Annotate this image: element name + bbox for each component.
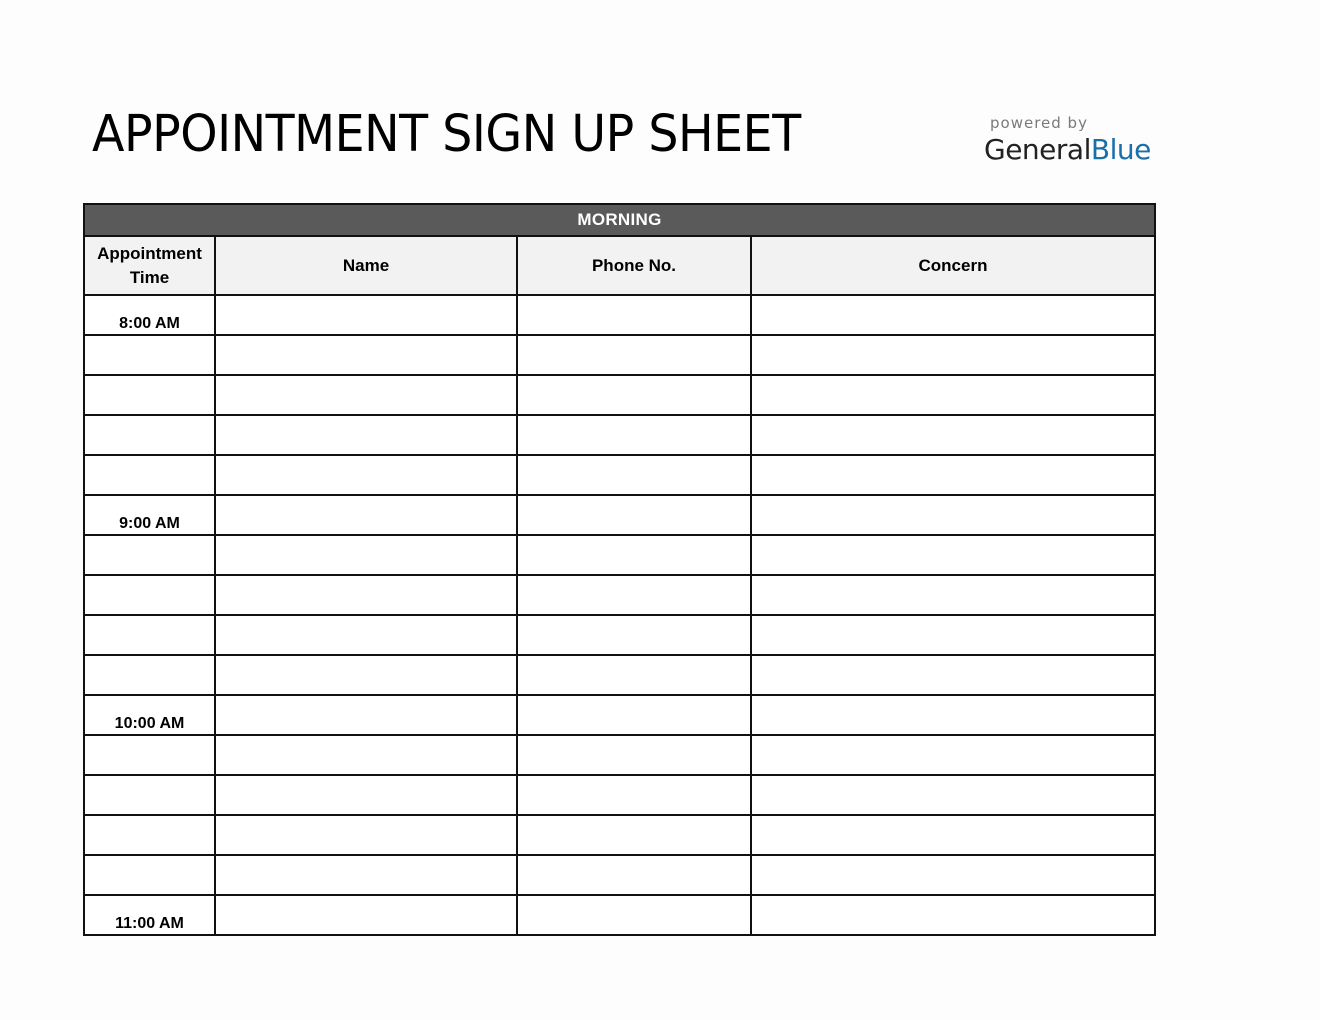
table-row <box>84 815 1155 855</box>
table-row <box>84 775 1155 815</box>
table-row <box>84 335 1155 375</box>
phone-cell[interactable] <box>517 335 751 375</box>
appointment-time-cell <box>84 415 215 455</box>
page-title: APPOINTMENT SIGN UP SHEET <box>92 105 801 164</box>
concern-cell[interactable] <box>751 535 1155 575</box>
appointment-time-cell <box>84 535 215 575</box>
concern-cell[interactable] <box>751 455 1155 495</box>
name-cell[interactable] <box>215 535 517 575</box>
appointment-time-cell: 9:00 AM <box>84 495 215 535</box>
column-header-phone: Phone No. <box>517 236 751 295</box>
brand-name <box>984 134 1154 166</box>
name-cell[interactable] <box>215 855 517 895</box>
appointment-time-cell <box>84 735 215 775</box>
column-header-row <box>84 236 1155 295</box>
name-cell[interactable] <box>215 335 517 375</box>
table-row <box>84 695 1155 735</box>
concern-cell[interactable] <box>751 295 1155 335</box>
brand-general: General <box>984 133 1091 166</box>
concern-cell[interactable] <box>751 735 1155 775</box>
concern-cell[interactable] <box>751 695 1155 735</box>
concern-cell[interactable] <box>751 815 1155 855</box>
concern-cell[interactable] <box>751 655 1155 695</box>
appointment-time-cell <box>84 375 215 415</box>
concern-cell[interactable] <box>751 775 1155 815</box>
name-cell[interactable] <box>215 775 517 815</box>
section-header-morning: MORNING <box>84 204 1155 236</box>
phone-cell[interactable] <box>517 895 751 935</box>
table-row <box>84 455 1155 495</box>
table-row <box>84 495 1155 535</box>
phone-cell[interactable] <box>517 575 751 615</box>
table-row <box>84 655 1155 695</box>
phone-cell[interactable] <box>517 295 751 335</box>
table-row <box>84 375 1155 415</box>
name-cell[interactable] <box>215 695 517 735</box>
table-row <box>84 855 1155 895</box>
appointment-time-cell <box>84 335 215 375</box>
concern-cell[interactable] <box>751 335 1155 375</box>
table-row <box>84 615 1155 655</box>
appointment-time-cell <box>84 655 215 695</box>
table-row <box>84 295 1155 335</box>
name-cell[interactable] <box>215 495 517 535</box>
concern-cell[interactable] <box>751 575 1155 615</box>
name-cell[interactable] <box>215 735 517 775</box>
appointment-time-cell <box>84 815 215 855</box>
appointment-time-cell: 8:00 AM <box>84 295 215 335</box>
table-row <box>84 735 1155 775</box>
table-row <box>84 535 1155 575</box>
table-row <box>84 895 1155 935</box>
name-cell[interactable] <box>215 655 517 695</box>
phone-cell[interactable] <box>517 695 751 735</box>
concern-cell[interactable] <box>751 895 1155 935</box>
name-cell[interactable] <box>215 415 517 455</box>
phone-cell[interactable] <box>517 455 751 495</box>
name-cell[interactable] <box>215 455 517 495</box>
appointment-time-cell <box>84 455 215 495</box>
phone-cell[interactable] <box>517 735 751 775</box>
brand-logo <box>984 112 1154 166</box>
appointment-table <box>83 203 1156 936</box>
name-cell[interactable] <box>215 815 517 855</box>
name-cell[interactable] <box>215 295 517 335</box>
phone-cell[interactable] <box>517 375 751 415</box>
name-cell[interactable] <box>215 575 517 615</box>
appointment-time-cell <box>84 775 215 815</box>
appointment-time-cell: 10:00 AM <box>84 695 215 735</box>
concern-cell[interactable] <box>751 855 1155 895</box>
concern-cell[interactable] <box>751 615 1155 655</box>
concern-cell[interactable] <box>751 495 1155 535</box>
column-header-name: Name <box>215 236 517 295</box>
table-row <box>84 415 1155 455</box>
phone-cell[interactable] <box>517 615 751 655</box>
appointment-time-cell <box>84 615 215 655</box>
column-header-concern: Concern <box>751 236 1155 295</box>
phone-cell[interactable] <box>517 855 751 895</box>
name-cell[interactable] <box>215 615 517 655</box>
appointment-time-cell <box>84 855 215 895</box>
table-body <box>84 295 1155 935</box>
brand-powered-by: powered by <box>990 114 1088 132</box>
section-header-row <box>84 204 1155 236</box>
phone-cell[interactable] <box>517 775 751 815</box>
brand-blue: Blue <box>1090 133 1151 166</box>
appointment-time-cell: 11:00 AM <box>84 895 215 935</box>
phone-cell[interactable] <box>517 655 751 695</box>
table-row <box>84 575 1155 615</box>
appointment-time-cell <box>84 575 215 615</box>
name-cell[interactable] <box>215 895 517 935</box>
column-header-time: Appointment Time <box>84 236 215 295</box>
name-cell[interactable] <box>215 375 517 415</box>
phone-cell[interactable] <box>517 495 751 535</box>
phone-cell[interactable] <box>517 815 751 855</box>
concern-cell[interactable] <box>751 375 1155 415</box>
concern-cell[interactable] <box>751 415 1155 455</box>
phone-cell[interactable] <box>517 415 751 455</box>
phone-cell[interactable] <box>517 535 751 575</box>
